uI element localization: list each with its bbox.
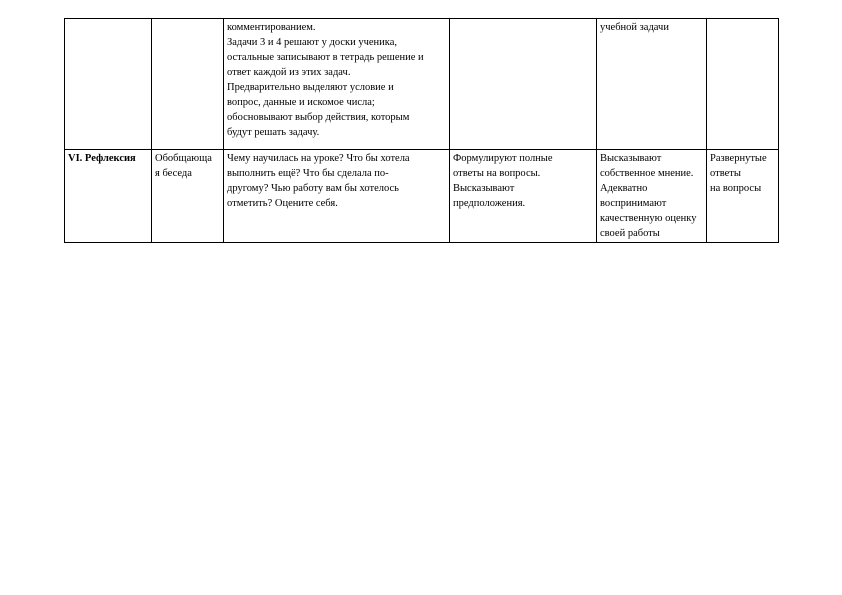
text-line: Адекватно	[600, 183, 648, 194]
text-line: Предварительно выделяют условие и	[227, 82, 394, 93]
text-line: Чему научилась на уроке? Что бы хотела	[227, 153, 410, 164]
form-cell	[152, 150, 224, 243]
text-line: ответы	[710, 168, 741, 179]
text-line: выполнить ещё? Что бы сделала по-	[227, 168, 389, 179]
stage-cell	[65, 19, 152, 150]
table-row	[65, 150, 779, 243]
text-line: Высказывают	[453, 183, 515, 194]
student-activity-cell	[450, 19, 597, 150]
text-line: комментированием.	[227, 22, 316, 33]
text-line: будут решать задачу.	[227, 127, 320, 138]
stage-cell: VI. Рефлексия	[65, 150, 152, 243]
text-line: Формулируют полные	[453, 153, 553, 164]
lesson-plan-table	[64, 18, 779, 243]
text-line: ответы на вопросы.	[453, 168, 541, 179]
text-line: своей работы	[600, 228, 660, 239]
text-line: другому? Чью работу вам бы хотелось	[227, 183, 399, 194]
teacher-activity-cell	[224, 19, 450, 150]
student-activity-cell	[450, 150, 597, 243]
text-line: вопрос, данные и искомое числа;	[227, 97, 375, 108]
result-cell	[707, 19, 779, 150]
teacher-activity-cell	[224, 150, 450, 243]
uud-cell: учебной задачи	[597, 19, 707, 150]
text-line: качественную оценку	[600, 213, 697, 224]
uud-cell	[597, 150, 707, 243]
text-line: воспринимают	[600, 198, 667, 209]
text-line: отметить? Оцените себя.	[227, 198, 338, 209]
text-line: предположения.	[453, 198, 526, 209]
table-row	[65, 19, 779, 150]
text-line: собственное мнение.	[600, 168, 694, 179]
text-line: остальные записывают в тетрадь решение и	[227, 52, 424, 63]
text-line: Развернутые	[710, 153, 767, 164]
text-line: Задачи 3 и 4 решают у доски ученика,	[227, 37, 397, 48]
text-line: ответ каждой из этих задач.	[227, 67, 351, 78]
result-cell	[707, 150, 779, 243]
text-line: на вопросы	[710, 183, 762, 194]
form-cell	[152, 19, 224, 150]
text-line: я беседа	[155, 168, 192, 179]
text-line: Обобщающа	[155, 153, 212, 164]
text-line: Высказывают	[600, 153, 662, 164]
text-line: обосновывают выбор действия, которым	[227, 112, 410, 123]
